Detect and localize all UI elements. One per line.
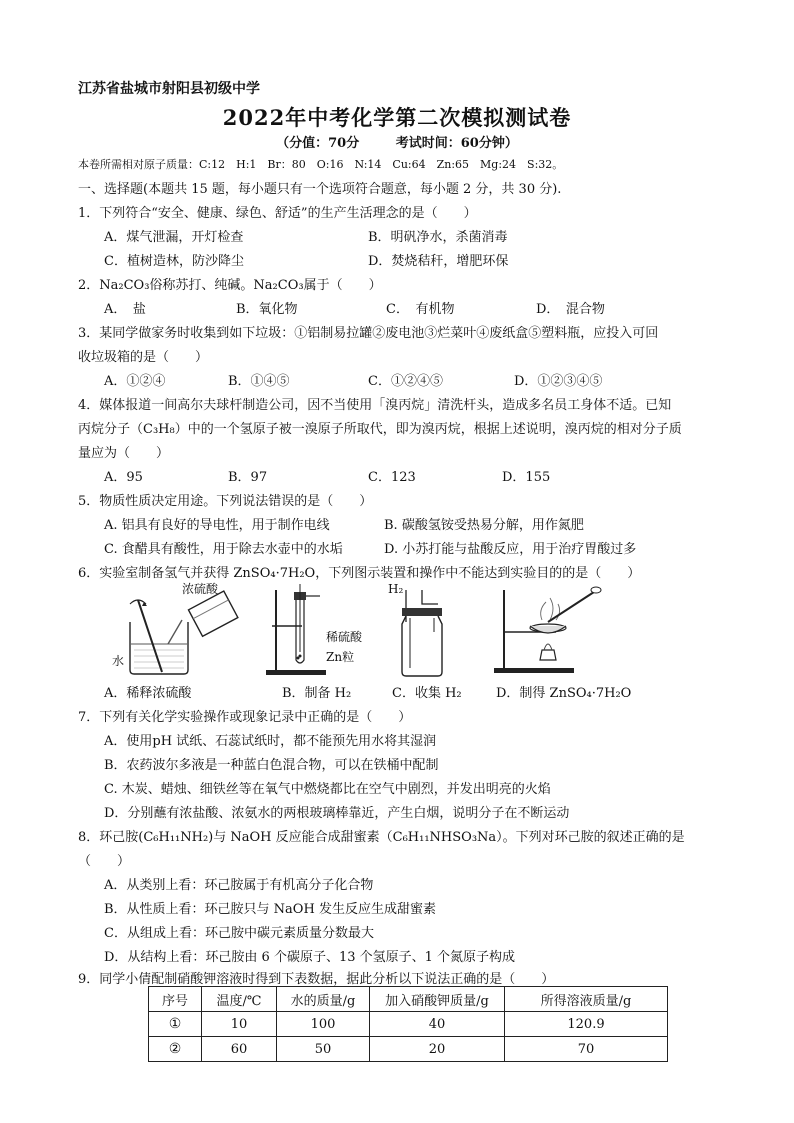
row-index: ① (168, 1015, 182, 1032)
time-text: 考试时间：60分钟） (395, 136, 518, 151)
table-cell (149, 1037, 202, 1062)
table-cell: 50 (277, 1037, 370, 1062)
q6-option-a: A．稀释浓硫酸 (104, 686, 192, 701)
exam-title: 2022年中考化学第二次模拟测试卷 (222, 105, 572, 130)
header-cell: 水的质量/g (277, 987, 370, 1012)
table-cell: 60 (202, 1037, 277, 1062)
q7-option-b: B．农药波尔多液是一种蓝白色混合物，可以在铁桶中配制 (104, 758, 439, 773)
table-cell: 100 (277, 1012, 370, 1037)
q4-option-b: B．97 (228, 470, 268, 485)
q7-option-a: A．使用pH 试纸、石蕊试纸时，都不能预先用水将其湿润 (104, 734, 437, 749)
figure-prepare-h2 (262, 582, 332, 678)
q1-stem: 1．下列符合“安全、健康、绿色、舒适”的生产生活理念的是（ ） (78, 206, 477, 221)
q8-stem-line1: 8．环己胺(C₆H₁₁NH₂)与 NaOH 反应能合成甜蜜素（C₆H₁₁NHSO₃Na）。下列对环己胺的叙述正确的是 (78, 830, 685, 845)
q5-option-a: A. 铝具有良好的导电性，用于制作电线 (104, 518, 330, 533)
q8-option-c: C．从组成上看：环己胺中碳元素质量分数最大 (104, 926, 374, 941)
label-h2: H₂ (388, 582, 404, 596)
figure-evaporate (490, 580, 620, 678)
table-cell: 20 (370, 1037, 505, 1062)
table-header-row (149, 987, 668, 1012)
q4-option-c: C．123 (368, 470, 416, 485)
table-row (149, 1012, 668, 1037)
q3-stem-line2: 收垃圾箱的是（ ） (78, 350, 209, 365)
q5-stem: 5．物质性质决定用途。下列说法错误的是（ ） (78, 494, 373, 509)
q9-data-table (148, 986, 668, 1062)
q3-option-b: B．①④⑤ (228, 374, 290, 389)
label-water: 水 (112, 654, 125, 668)
q4-option-d: D．155 (502, 470, 551, 485)
row-index: ② (168, 1040, 182, 1057)
q4-stem-line2: 丙烷分子（C₃H₈）中的一个氢原子被一溴原子所取代，即为溴丙烷，根据上述说明，溴丙烷的相对分子质 (78, 422, 682, 437)
q3-option-a: A．①②④ (104, 374, 166, 389)
q5-option-c: C. 食醋具有酸性，用于除去水壶中的水垢 (104, 542, 343, 557)
q1-option-a: A．煤气泄漏，开灯检查 (104, 230, 244, 245)
table-row (149, 1037, 668, 1062)
q5-option-d: D. 小苏打能与盐酸反应，用于治疗胃酸过多 (384, 542, 637, 557)
q3-option-d: D．①②③④⑤ (514, 374, 603, 389)
header-cell: 加入硝酸钾质量/g (370, 987, 505, 1012)
table-cell: 70 (505, 1037, 668, 1062)
q7-stem: 7．下列有关化学实验操作或现象记录中正确的是（ ） (78, 710, 412, 725)
q6-option-b: B．制备 H₂ (282, 686, 352, 701)
q7-option-c: C. 木炭、蜡烛、细铁丝等在氧气中燃烧都比在空气中剧烈，并发出明亮的火焰 (104, 782, 551, 797)
q1-option-c: C．植树造林，防沙降尘 (104, 254, 244, 269)
figure-collect-h2 (392, 582, 452, 678)
q8-option-a: A．从类别上看：环己胺属于有机高分子化合物 (104, 878, 374, 893)
q1-option-b: B．明矾净水，杀菌消毒 (368, 230, 508, 245)
header-cell: 序号 (149, 987, 202, 1012)
atomic-masses: 本卷所需相对原子质量：C:12 H:1 Br：80 O:16 N:14 Cu:64 Zn:65 Mg:24 S:32。 (78, 158, 564, 171)
q2-option-a: A． 盐 (104, 302, 146, 317)
exam-subtitle (0, 132, 794, 151)
q8-option-b: B．从性质上看：环己胺只与 NaOH 发生反应生成甜蜜素 (104, 902, 436, 917)
q4-option-a: A．95 (104, 470, 143, 485)
q2-option-b: B．氧化物 (236, 302, 298, 317)
score-text: （分值：70分 (276, 136, 360, 151)
section-intro: 一、选择题(本题共 15 题，每小题只有一个选项符合题意，每小题 2 分，共 30 分). (78, 182, 562, 197)
header-cell: 温度/℃ (202, 987, 277, 1012)
q2-stem: 2．Na₂CO₃俗称苏打、纯碱。Na₂CO₃属于（ ） (78, 278, 382, 293)
q3-option-c: C．①②④⑤ (368, 374, 443, 389)
table-cell: 40 (370, 1012, 505, 1037)
q8-option-d: D．从结构上看：环己胺由 6 个碳原子、13 个氢原子、1 个氮原子构成 (104, 950, 516, 965)
q5-option-b: B. 碳酸氢铵受热易分解，用作氮肥 (384, 518, 584, 533)
q6-stem: 6．实验室制备氢气并获得 ZnSO₄·7H₂O，下列图示装置和操作中不能达到实验目的的是（ ） (78, 566, 641, 581)
q9-stem: 9．同学小倩配制硝酸钾溶液时得到下表数据，据此分析以下说法正确的是（ ） (78, 972, 555, 987)
header-cell: 所得溶液质量/g (505, 987, 668, 1012)
q6-option-d: D．制得 ZnSO₄·7H₂O (496, 686, 632, 701)
q6-option-c: C．收集 H₂ (392, 686, 462, 701)
school-name: 江苏省盐城市射阳县初级中学 (78, 81, 260, 97)
q2-option-d: D． 混合物 (536, 302, 605, 317)
table-cell (149, 1012, 202, 1037)
label-conc-acid: 浓硫酸 (182, 582, 219, 596)
label-dilute-acid: 稀硫酸 (326, 630, 363, 644)
q4-stem-line1: 4．媒体报道一间高尔夫球杆制造公司，因不当使用「溴丙烷」清洗杆头，造成多名员工身体不适。已知 (78, 398, 672, 413)
q3-stem-line1: 3．某同学做家务时收集到如下垃圾：①铝制易拉罐②废电池③烂菜叶④废纸盒⑤塑料瓶，应投入可回 (78, 326, 659, 341)
q8-stem-line2: （ ） (78, 854, 131, 869)
q4-stem-line3: 量应为（ ） (78, 446, 170, 461)
q7-option-d: D．分别蘸有浓盐酸、浓氨水的两根玻璃棒靠近，产生白烟，说明分子在不断运动 (104, 806, 570, 821)
table-cell: 120.9 (505, 1012, 668, 1037)
label-zn: Zn粒 (326, 650, 355, 664)
q1-option-d: D．焚烧秸秆，增肥环保 (368, 254, 509, 269)
table-cell: 10 (202, 1012, 277, 1037)
q2-option-c: C． 有机物 (386, 302, 455, 317)
